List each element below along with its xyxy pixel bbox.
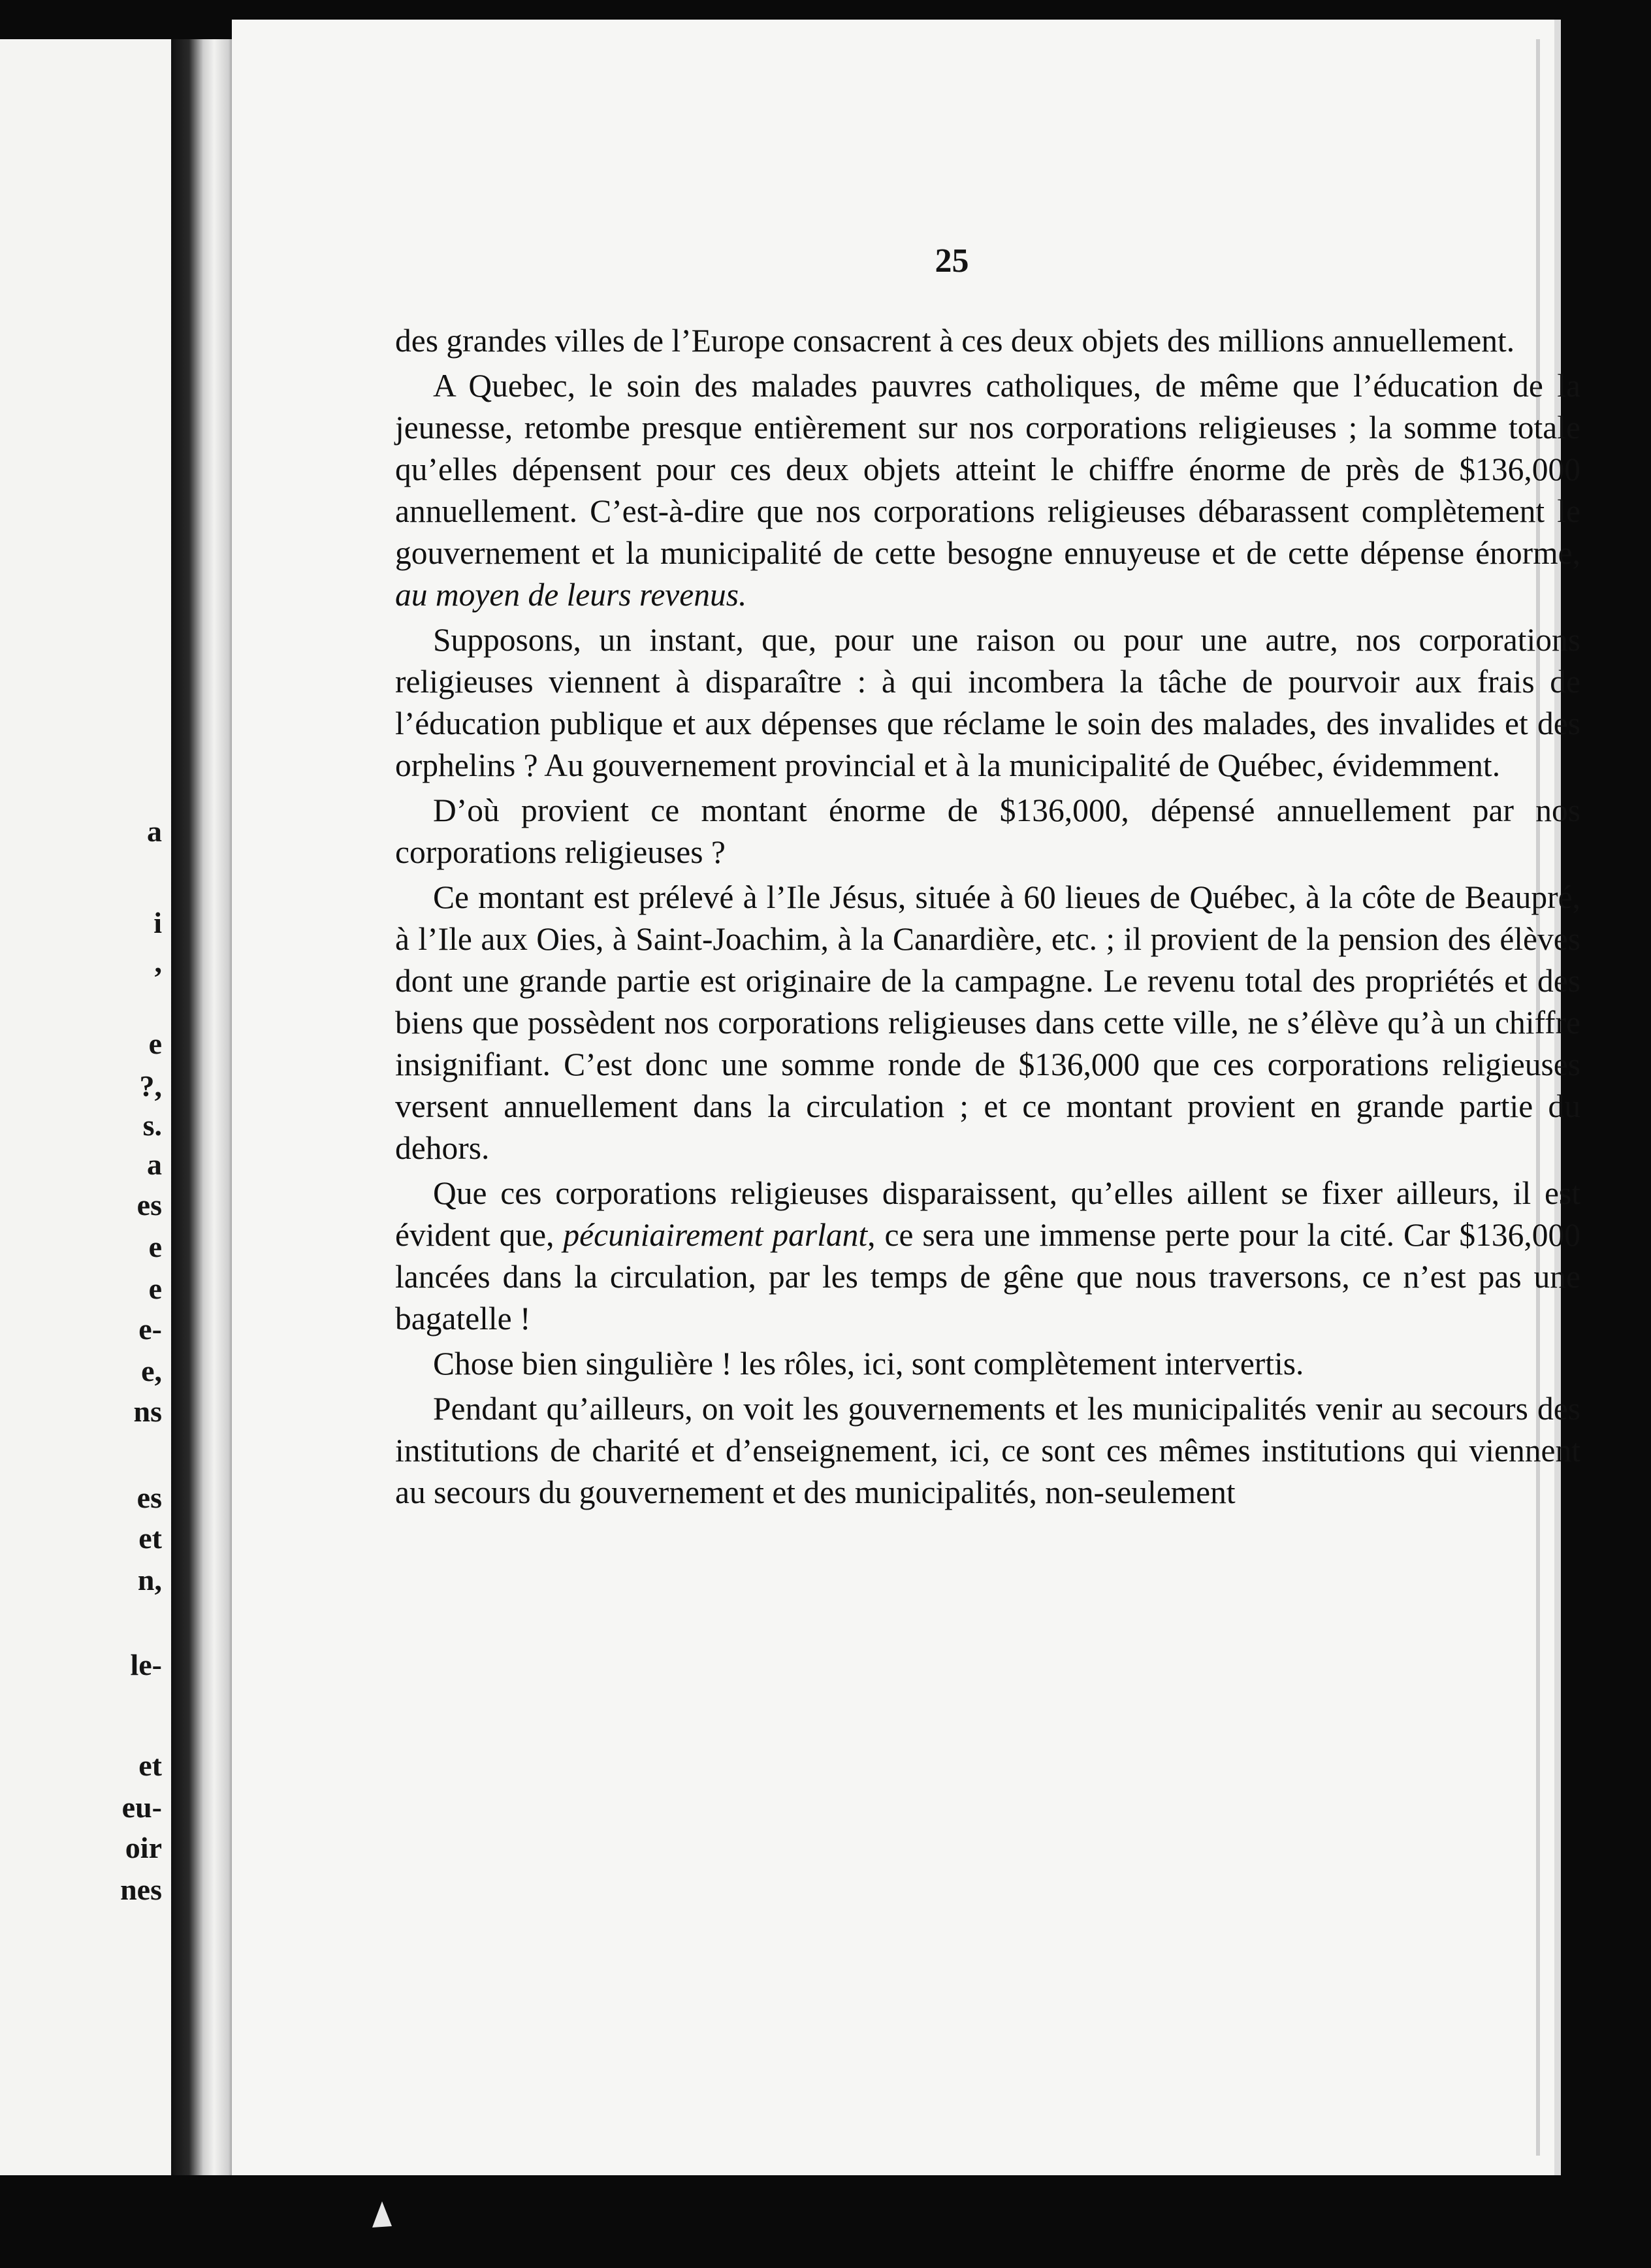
- fragment: et: [138, 1749, 162, 1782]
- fragment: es: [136, 1481, 162, 1514]
- facing-page-text-fragments: [84, 39, 162, 2175]
- fragment: e,: [141, 1354, 162, 1387]
- text-run: Supposons, un instant, que, pour une raison ou pour une autre, nos corporations religieuses viennent à disparaître : à qui incombera la tâche de pourvoir aux frais de l’éducation publique et aux dépenses que réclame le soin des malades, des invalides et des orphelins ? Au gouvernement provincial et à la municipalité de Québec, évidemment.: [395, 622, 1580, 783]
- page-number: 25: [935, 242, 969, 280]
- paragraph: [395, 1388, 1580, 1514]
- paragraph: [395, 619, 1580, 786]
- fragment: oir: [125, 1831, 162, 1864]
- paragraph: [395, 790, 1580, 873]
- fragment: le-: [130, 1648, 162, 1681]
- page: [232, 20, 1580, 2175]
- fragment: e: [148, 1027, 162, 1060]
- fragment: n,: [137, 1563, 162, 1596]
- fragment: ,: [154, 945, 162, 979]
- fragment: e: [148, 1230, 162, 1263]
- text-run: des grandes villes de l’Europe consacrent à ces deux objets des millions annuellement.: [395, 323, 1515, 359]
- fragment: ?,: [139, 1069, 162, 1103]
- text-run: , ce sera une immense perte pour la cité. Car $136,000 lancées dans la circulation, par les temps de gêne que nous traversons, ce n’est pas une bagatelle !: [395, 1217, 1580, 1336]
- fragment: es: [136, 1188, 162, 1222]
- paragraph: [395, 320, 1580, 362]
- fragment: eu-: [121, 1790, 162, 1824]
- scan-artifact-mark: [366, 2195, 405, 2234]
- text-run: Pendant qu’ailleurs, on voit les gouvernements et les municipalités venir au secours des institutions de charité et d’enseignement, ici, ce sont ces mêmes institutions qui viennent au secours du gouvernement et des municipalités, non-seulement: [395, 1391, 1580, 1510]
- text-run: D’où provient ce montant énorme de $136,000, dépensé annuellement par nos corporations religieuses ?: [395, 792, 1580, 870]
- fragment: e: [148, 1272, 162, 1305]
- facing-page-left: [0, 39, 171, 2175]
- text-run: Que ces corporations religieuses disparaissent, qu’elles aillent se fixer ailleurs, il est évident que,: [395, 1175, 1580, 1253]
- paragraph: [395, 1173, 1580, 1340]
- fragment: s.: [142, 1109, 162, 1142]
- text-run: Ce montant est prélevé à l’Ile Jésus, située à 60 lieues de Québec, à la côte de Beaupré, à l’Ile aux Oies, à Saint-Joachim, à la Canardière, etc. ; il provient de la pension des élèves dont une grande partie est originaire de la campagne. Le revenu total des propriétés et des biens que possèdent nos corporations religieuses dans cette ville, ne s’élève qu’à un chiffre insignifiant. C’est donc une somme ronde de $136,000 que ces corporations religieuses versent annuellement dans la circulation ; et ce montant provient en grande partie du dehors.: [395, 879, 1580, 1166]
- italic-run: pécuniairement parlant: [563, 1217, 868, 1253]
- text-run: A Quebec, le soin des malades pauvres catholiques, de même que l’éducation de la jeunesse, retombe presque entièrement sur nos corporations religieuses ; la somme totale qu’elles dépensent pour ces deux objets atteint le chiffre énorme de près de $136,000 annuellement. C’est-à-dire que nos corporations religieuses débarassent complètement le gouvernement et la municipalité de cette besogne ennuyeuse et de cette dépense énorme,: [395, 368, 1580, 571]
- fragment: nes: [120, 1873, 162, 1906]
- fragment: a: [147, 1148, 162, 1181]
- paragraph: [395, 365, 1580, 616]
- text-run: Chose bien singulière ! les rôles, ici, sont complètement intervertis.: [433, 1346, 1304, 1382]
- fragment: i: [153, 906, 162, 939]
- body-text: [395, 320, 1580, 1517]
- fragment: ns: [133, 1395, 162, 1428]
- paragraph: [395, 877, 1580, 1169]
- italic-run: au moyen de leurs revenus.: [395, 577, 747, 613]
- fragment: e-: [138, 1312, 162, 1346]
- fragment: et: [138, 1521, 162, 1555]
- paragraph: [395, 1343, 1580, 1385]
- fragment: a: [147, 815, 162, 848]
